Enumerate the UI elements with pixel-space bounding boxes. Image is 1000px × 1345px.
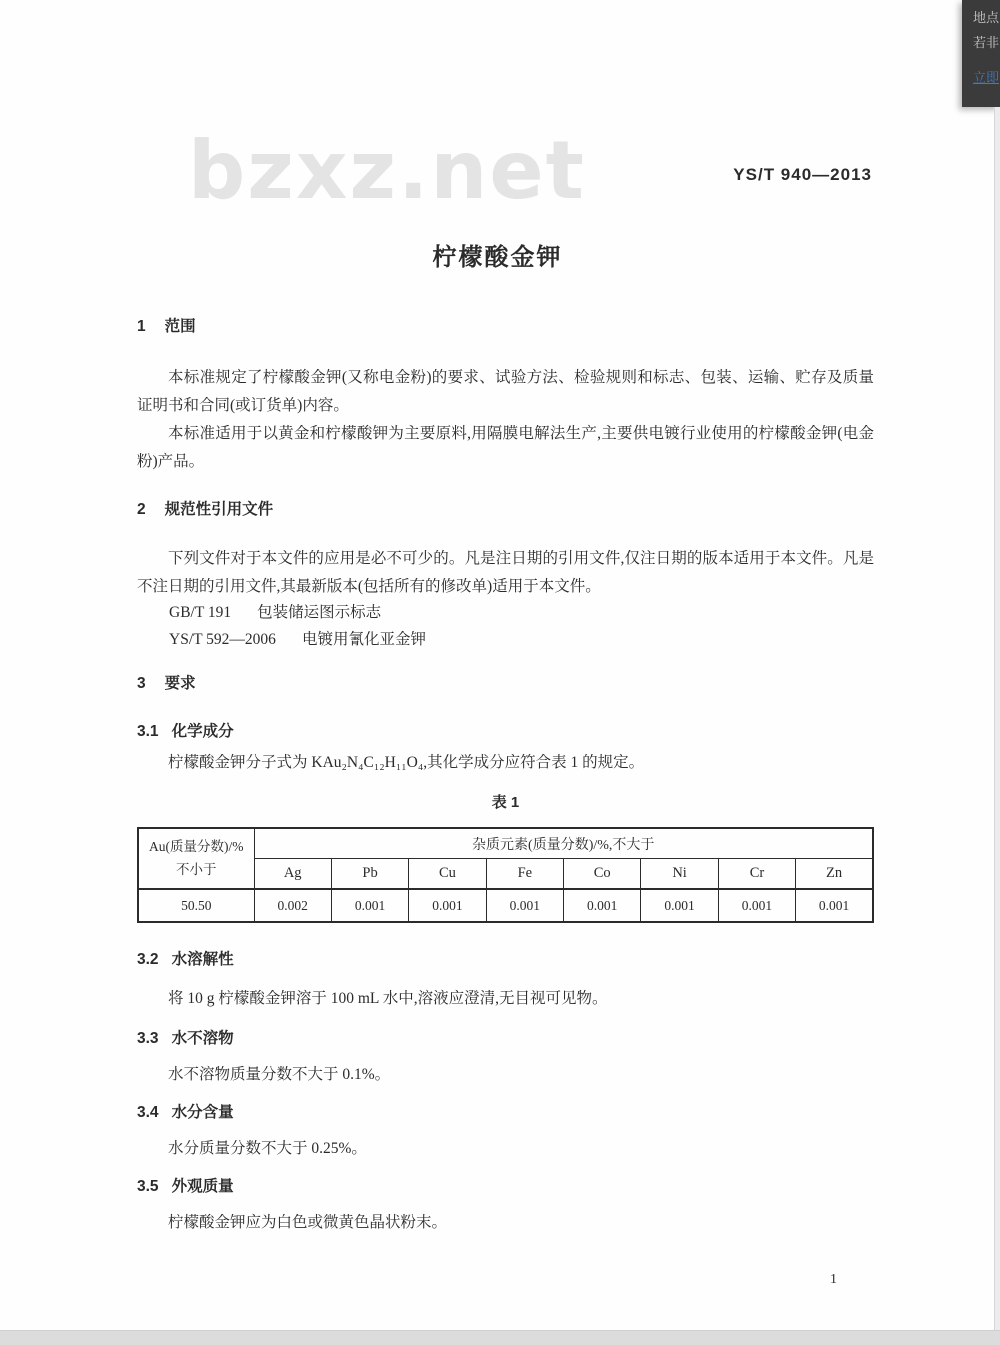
scope-paragraph-1: 本标准规定了柠檬酸金钾(又称电金粉)的要求、试验方法、检验规则和标志、包装、运输、贮存及质量证明书和合同(或订货单)内容。 [137,369,874,414]
section-1-heading [137,314,196,336]
reference-item [169,626,874,653]
section-3-5-heading [137,1174,234,1196]
section-number: 3.5 [137,1178,159,1195]
reference-code: GB/T 191 [169,604,232,621]
au-header-line1: Au(质量分数)/% [149,839,244,855]
table-row [138,889,873,922]
chemical-composition-text: 柠檬酸金钾分子式为 KAu₂N₄C₁₂H₁₁O₄,其化学成分应符合表 1 的规定。 [168,754,645,771]
section-2-heading [137,497,273,519]
table-header-co: Co [564,859,641,890]
right-edge-strip [994,107,1000,1331]
table-header-fe: Fe [486,859,563,890]
section-3-1-heading [137,719,234,741]
section-number: 3.3 [137,1030,159,1047]
table-header-ag: Ag [254,859,331,890]
section-title: 规范性引用文件 [164,501,274,518]
section-title: 化学成分 [171,723,234,740]
page-number: 1 [830,1272,837,1287]
appearance-quality-text: 柠檬酸金钾应为白色或微黄色晶状粉末。 [168,1214,448,1231]
table-header-ni: Ni [641,859,718,890]
overlay-text-line-1: 地点 [973,10,1000,25]
fe-value-cell: 0.001 [486,889,563,922]
bottom-edge-strip [0,1330,1000,1345]
ni-value-cell: 0.001 [641,889,718,922]
water-solubility-text: 将 10 g 柠檬酸金钾溶于 100 mL 水中,溶液应澄清,无目视可见物。 [168,990,608,1007]
reference-list [137,599,874,653]
section-title: 水分含量 [171,1104,234,1121]
reference-code: YS/T 592—2006 [169,631,276,648]
au-header-line2: 不小于 [176,861,217,877]
zn-value-cell: 0.001 [796,889,873,922]
table-1-caption: 表 1 [491,794,520,811]
ag-value-cell: 0.002 [254,889,331,922]
section-title: 要求 [164,675,196,692]
table-header-impurities: 杂质元素(质量分数)/%,不大于 [254,828,873,859]
cu-value-cell: 0.001 [409,889,486,922]
table-1 [137,827,874,923]
section-3-heading [137,671,196,693]
reference-item [169,599,874,626]
download-link[interactable]: 立即 [973,70,1000,85]
table-header-au [138,828,254,889]
section-3-4-heading [137,1100,234,1122]
section-number: 2 [137,501,146,518]
section-number: 3 [137,675,146,692]
co-value-cell: 0.001 [564,889,641,922]
table-header-cr: Cr [718,859,795,890]
table-header-zn: Zn [796,859,873,890]
cr-value-cell: 0.001 [718,889,795,922]
section-number: 3.4 [137,1104,159,1121]
scope-paragraph-2: 本标准适用于以黄金和柠檬酸钾为主要原料,用隔膜电解法生产,主要供电镀行业使用的柠檬酸金钾(电金粉)产品。 [137,425,874,470]
water-insoluble-text: 水不溶物质量分数不大于 0.1%。 [168,1066,391,1083]
reference-name: 电镀用氰化亚金钾 [301,631,426,648]
section-1-body [137,364,874,476]
section-3-3-heading [137,1026,234,1048]
section-title: 范围 [164,318,196,335]
standard-code: YS/T 940—2013 [733,165,872,184]
table-header-cu: Cu [409,859,486,890]
section-title: 水溶解性 [171,951,234,968]
download-overlay-panel [962,0,1000,107]
section-title: 外观质量 [171,1178,234,1195]
overlay-text-line-2: 若非 [973,35,1000,50]
moisture-content-text: 水分质量分数不大于 0.25%。 [168,1140,367,1157]
au-value-cell: 50.50 [138,889,254,922]
document-title: 柠檬酸金钾 [432,244,563,271]
section-number: 3.2 [137,951,159,968]
pb-value-cell: 0.001 [331,889,408,922]
section-2-body [137,545,874,601]
section-3-2-heading [137,947,234,969]
reference-name: 包装储运图示标志 [257,604,382,621]
section-title: 水不溶物 [171,1030,234,1047]
section-number: 3.1 [137,723,159,740]
section-number: 1 [137,318,146,335]
references-intro: 下列文件对于本文件的应用是必不可少的。凡是注日期的引用文件,仅注日期的版本适用于本文件。凡是不注日期的引用文件,其最新版本(包括所有的修改单)适用于本文件。 [137,550,874,595]
table-header-pb: Pb [331,859,408,890]
site-watermark: bzxz.net [188,124,586,217]
